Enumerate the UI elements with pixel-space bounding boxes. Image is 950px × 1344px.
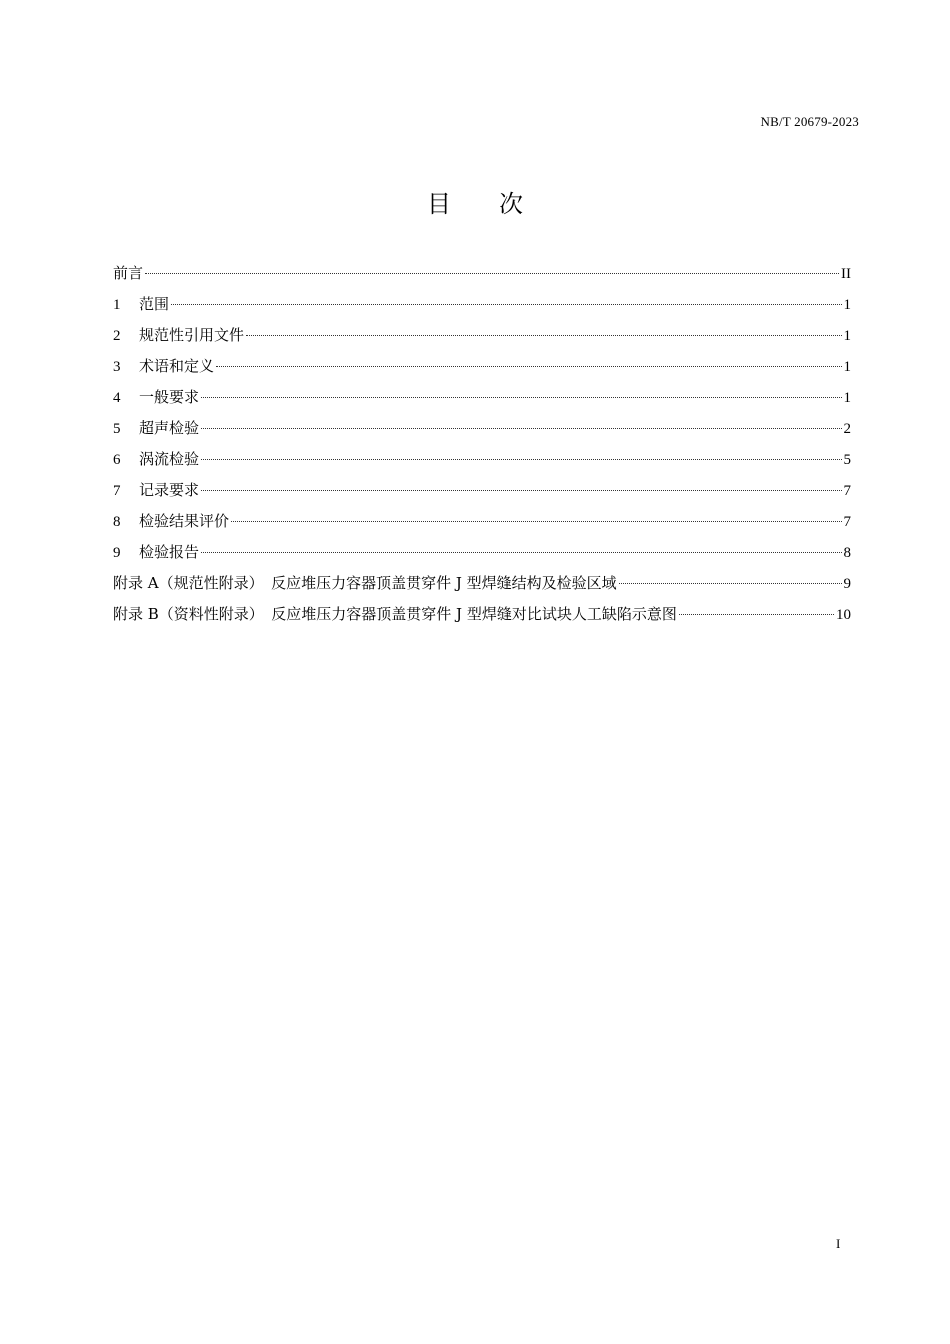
page-title: 目次 — [427, 190, 571, 218]
toc-entry-page: 9 — [843, 576, 851, 592]
toc-entry-page: 1 — [843, 328, 851, 344]
toc-entry-appendix-b[interactable] — [113, 604, 851, 635]
toc-entry-eddy-current-testing[interactable] — [113, 449, 851, 480]
table-of-contents — [113, 263, 851, 635]
toc-entry-number: 6 — [113, 452, 121, 468]
toc-leader-dots — [231, 521, 841, 522]
toc-leader-dots — [216, 366, 841, 367]
toc-entry-label: 6 涡流检验 — [113, 450, 200, 468]
toc-entry-page: 7 — [843, 483, 851, 499]
toc-entry-page: 2 — [843, 421, 851, 437]
toc-entry-page: 8 — [843, 545, 851, 561]
toc-entry-number: 1 — [113, 297, 121, 313]
toc-entry-label: 9 检验报告 — [113, 543, 200, 561]
toc-entry-label: 8 检验结果评价 — [113, 512, 230, 530]
toc-leader-dots — [171, 304, 841, 305]
toc-entry-page: 1 — [843, 297, 851, 313]
toc-leader-dots — [201, 490, 841, 491]
toc-leader-dots — [201, 552, 841, 553]
toc-entry-result-evaluation[interactable] — [113, 511, 851, 542]
toc-entry-general-requirements[interactable] — [113, 387, 851, 418]
toc-entry-label: 3 术语和定义 — [113, 357, 215, 375]
toc-entry-inspection-report[interactable] — [113, 542, 851, 573]
toc-entry-scope[interactable] — [113, 294, 851, 325]
toc-leader-dots — [201, 459, 841, 460]
toc-entry-ultrasonic-testing[interactable] — [113, 418, 851, 449]
toc-entry-terms-definitions[interactable] — [113, 356, 851, 387]
toc-entry-normative-references[interactable] — [113, 325, 851, 356]
toc-entry-label: 附录 A（规范性附录） 反应堆压力容器顶盖贯穿件 J 型焊缝结构及检验区域 — [113, 574, 617, 592]
toc-entry-number: 9 — [113, 545, 121, 561]
toc-entry-page: 1 — [843, 359, 851, 375]
toc-entry-number: 5 — [113, 421, 121, 437]
toc-entry-number: 4 — [113, 390, 121, 406]
toc-entry-foreword[interactable] — [113, 263, 851, 294]
toc-leader-dots — [145, 273, 839, 274]
toc-entry-page: 7 — [843, 514, 851, 530]
toc-entry-appendix-a[interactable] — [113, 573, 851, 604]
toc-entry-label: 7 记录要求 — [113, 481, 200, 499]
toc-entry-label: 2 规范性引用文件 — [113, 326, 245, 344]
toc-entry-label: 1 范围 — [113, 295, 170, 313]
toc-entry-label: 5 超声检验 — [113, 419, 200, 437]
toc-leader-dots — [679, 614, 834, 615]
toc-entry-page: 1 — [843, 390, 851, 406]
standard-code: NB/T 20679-2023 — [760, 114, 859, 129]
toc-entry-page: 10 — [836, 607, 851, 623]
toc-leader-dots — [246, 335, 841, 336]
toc-entry-label: 4 一般要求 — [113, 388, 200, 406]
toc-entry-number: 3 — [113, 359, 121, 375]
toc-leader-dots — [201, 428, 841, 429]
toc-entry-label: 附录 B（资料性附录） 反应堆压力容器顶盖贯穿件 J 型焊缝对比试块人工缺陷示意图 — [113, 605, 677, 623]
toc-leader-dots — [201, 397, 841, 398]
toc-entry-page: 5 — [843, 452, 851, 468]
page-number: I — [836, 1236, 841, 1251]
toc-entry-record-requirements[interactable] — [113, 480, 851, 511]
toc-entry-page: II — [841, 266, 851, 282]
toc-entry-number: 2 — [113, 328, 121, 344]
toc-leader-dots — [619, 583, 842, 584]
toc-entry-number: 7 — [113, 483, 121, 499]
toc-entry-number: 8 — [113, 514, 121, 530]
toc-entry-label: 前言 — [113, 264, 144, 282]
